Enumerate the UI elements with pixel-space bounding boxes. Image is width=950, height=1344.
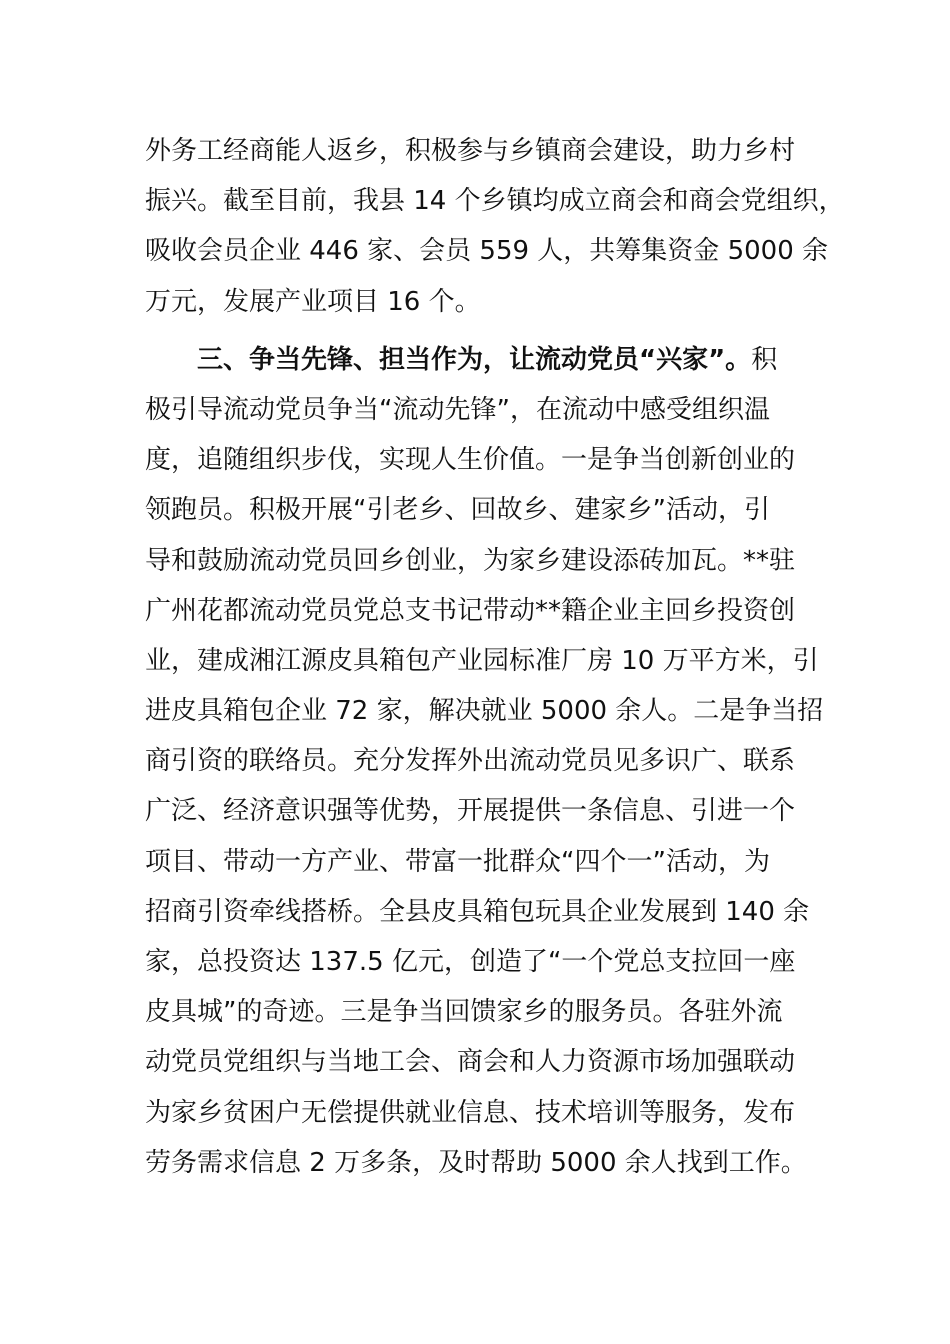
text-line: 万元，发展产业项目 16 个。: [145, 286, 481, 317]
text-line: 为家乡贫困户无偿提供就业信息、技术培训等服务，发布: [145, 1097, 796, 1128]
text-line: 业，建成湘江源皮具箱包产业园标准厂房 10 万平方米，引: [145, 645, 819, 676]
text-line: 动党员党组织与当地工会、商会和人力资源市场加强联动: [145, 1047, 796, 1078]
heading-continuation: 积: [751, 344, 778, 375]
text-line: 项目、带动一方产业、带富一批群众“四个一”活动，为: [145, 846, 770, 877]
text-line-first: [145, 335, 810, 385]
text-line: 广州花都流动党员党总支书记带动**籍企业主回乡投资创: [145, 595, 796, 626]
text-line: 极引导流动党员争当“流动先锋”，在流动中感受组织温: [145, 394, 770, 425]
text-line: 招商引资牵线搭桥。全县皮具箱包玩具企业发展到 140 余: [145, 896, 810, 927]
text-line: 振兴。截至目前，我县 14 个乡镇均成立商会和商会党组织，: [145, 186, 845, 217]
paragraph-2: [145, 335, 824, 1188]
section-heading: 三、争当先锋、担当作为，让流动党员“兴家”。: [197, 344, 752, 375]
text-line: 吸收会员企业 446 家、会员 559 人，共筹集资金 5000 余: [145, 236, 829, 267]
text-line: 进皮具箱包企业 72 家，解决就业 5000 余人。二是争当招: [145, 696, 824, 727]
text-line: 外务工经商能人返乡，积极参与乡镇商会建设，助力乡村: [145, 136, 796, 166]
paragraph-spacer: [145, 327, 810, 335]
paragraph-1: [145, 126, 845, 327]
text-line: 导和鼓励流动党员回乡创业，为家乡建设添砖加瓦。**驻: [145, 545, 796, 576]
text-line: 商引资的联络员。充分发挥外出流动党员见多识广、联系: [145, 746, 796, 777]
text-line: 劳务需求信息 2 万多条，及时帮助 5000 余人找到工作。: [145, 1147, 807, 1178]
text-line: 度，追随组织步伐，实现人生价值。一是争当创新创业的: [145, 445, 796, 476]
text-line: 家，总投资达 137.5 亿元，创造了“一个党总支拉回一座: [145, 947, 796, 977]
document-body: [145, 126, 845, 1188]
text-line: 领跑员。积极开展“引老乡、回故乡、建家乡”活动，引: [145, 495, 770, 526]
text-line: 皮具城”的奇迹。三是争当回馈家乡的服务员。各驻外流: [145, 997, 783, 1028]
text-line: 广泛、经济意识强等优势，开展提供一条信息、引进一个: [145, 796, 796, 827]
